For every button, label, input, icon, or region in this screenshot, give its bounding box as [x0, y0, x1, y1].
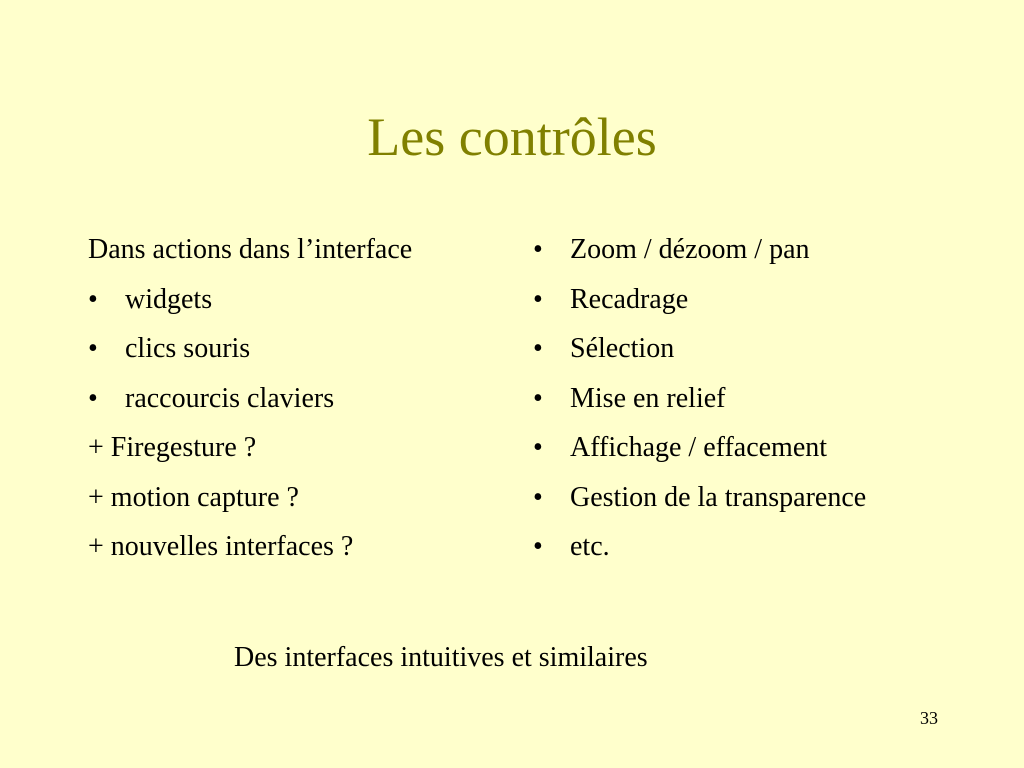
right-line-4: [533, 423, 973, 473]
right-line-0: [533, 225, 973, 275]
bullet-icon: •: [88, 283, 98, 315]
bullet-icon: •: [533, 481, 543, 513]
right-line-text: Affichage / effacement: [570, 432, 828, 463]
left-line-text: + nouvelles interfaces ?: [88, 531, 354, 562]
right-line-6: [533, 522, 973, 572]
left-line-0: [88, 225, 518, 275]
bullet-icon: •: [533, 283, 543, 315]
right-line-text: Gestion de la transparence: [570, 481, 867, 513]
right-line-text: Mise en relief: [570, 382, 726, 414]
bullet-icon: •: [533, 234, 543, 265]
right-line-text: Sélection: [570, 333, 675, 364]
slide-title: Les contrôles: [367, 107, 657, 167]
left-line-5: [88, 473, 518, 523]
right-line-3: [533, 374, 973, 424]
left-line-3: [88, 374, 518, 424]
page-number: 33: [920, 708, 938, 728]
left-line-6: [88, 522, 518, 572]
left-line-text: Dans actions dans l’interface: [88, 234, 413, 265]
bullet-icon: •: [533, 333, 543, 364]
bullet-icon: •: [533, 432, 543, 463]
right-line-1: [533, 275, 973, 325]
right-line-text: Recadrage: [570, 283, 689, 315]
right-line-text: etc.: [570, 531, 610, 562]
bullet-icon: •: [88, 333, 98, 364]
left-line-2: [88, 324, 518, 374]
left-line-text: clics souris: [125, 333, 251, 364]
footer-note: Des interfaces intuitives et similaires: [234, 642, 648, 673]
left-line-text: + Firegesture ?: [88, 432, 257, 463]
left-line-text: widgets: [125, 283, 213, 315]
left-column: [88, 225, 518, 572]
right-column: [533, 225, 973, 572]
right-line-text: Zoom / dézoom / pan: [570, 234, 810, 265]
bullet-icon: •: [533, 382, 543, 414]
right-line-5: [533, 473, 973, 523]
bullet-icon: •: [533, 531, 543, 562]
bullet-icon: •: [88, 382, 98, 414]
right-line-2: [533, 324, 973, 374]
left-line-text: + motion capture ?: [88, 481, 299, 513]
left-line-1: [88, 275, 518, 325]
left-line-4: [88, 423, 518, 473]
left-line-text: raccourcis claviers: [125, 382, 335, 414]
